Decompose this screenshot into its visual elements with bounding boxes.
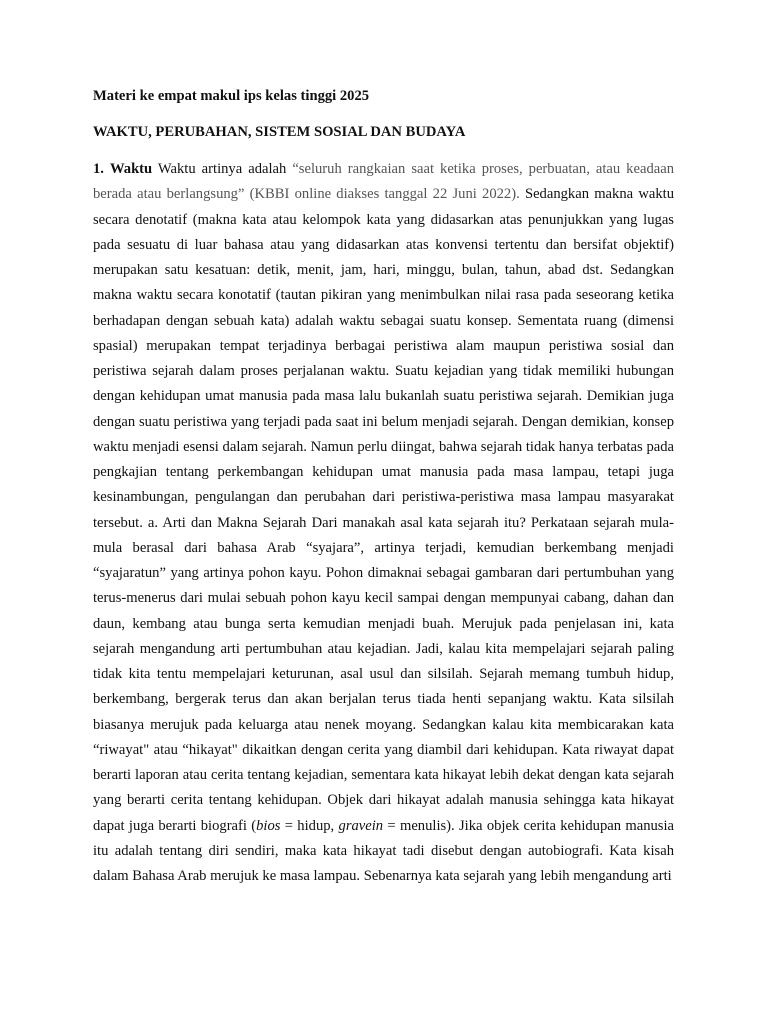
term-gravein: gravein [338, 817, 384, 834]
paragraph-body-eq: = hidup, [280, 817, 339, 834]
paragraph-body-end: = menulis). Jika objek cerita kehidupan manusia itu adalah tentang diri sendiri, maka kata hikayat tadi disebut dengan autobiografi. Kata kisah dalam Bahasa Arab merujuk ke masa lampau. Sebenarnya kata sejarah yang lebih mengandung arti [93, 817, 674, 884]
section-1-paragraph [93, 157, 674, 889]
section-number: 1. [93, 161, 104, 177]
paragraph-body: Sedangkan makna waktu secara denotatif (makna kata atau kelompok kata yang didasarkan atas penunjukkan yang lugas pada sesuatu di luar bahasa atau yang didasarkan atas konvensi tertentu dan bersifat objektif) merupakan satu kesatuan: detik, menit, jam, hari, minggu, bulan, tahun, abad dst. Sedangkan makna waktu secara konotatif (tautan pikiran yang menimbulkan nilai rasa pada seseorang ketika berhadapan dengan sebuah kata) adalah waktu sebagai suatu konsep. Sementata ruang (dimensi spasial) merupakan tempat terjadinya berbagai peristiwa alam maupun peristiwa sosial dan peristiwa sejarah dalam proses perjalanan waktu. Suatu kejadian yang tidak memiliki hubungan dengan kehidupan umat manusia pada masa lalu bukanlah suatu peristiwa sejarah. Demikian juga dengan suatu peristiwa yang terjadi pada saat ini belum menjadi sejarah. Dengan demikian, konsep waktu menjadi esensi dalam sejarah. Namun perlu diingat, bahwa sejarah tidak hanya terbatas pada pengkajian tentang perkembangan kehidupan umat manusia pada masa lampau, tetapi juga kesinambungan, pengulangan dan perubahan dari peristiwa-peristiwa masa lampau masyarakat tersebut. a. Arti dan Makna Sejarah Dari manakah asal kata sejarah itu? Perkataan sejarah mula-mula berasal dari bahasa Arab “syajara”, artinya terjadi, kemudian berkembang menjadi “syajaratun” yang artinya pohon kayu. Pohon dimaknai sebagai gambaran dari pertumbuhan yang terus-menerus dari mulai sebuah pohon kayu kecil sampai dengan mempunyai cabang, dahan dan daun, kembang atau bunga serta kemudian menjadi buah. Merujuk pada penjelasan ini, kata sejarah mengandung arti pertumbuhan atau kejadian. Jadi, kalau kita mempelajari sejarah paling tidak kita tentu mempelajari keturunan, asal usul dan silsilah. Sejarah memang tumbuh hidup, berkembang, bergerak terus dan akan berjalan terus tiada henti sepanjang waktu. Kata silsilah biasanya merujuk pada keluarga atau nenek moyang. Sedangkan kalau kita membicarakan kata “riwayat" atau “hikayat" dikaitkan dengan cerita yang diambil dari kehidupan. Kata riwayat dapat berarti laporan atau cerita tentang kejadian, sementara kata hikayat lebih dekat dengan kata sejarah yang berarti cerita tentang kehidupan. Objek dari hikayat adalah manusia sehingga kata hikayat dapat juga berarti biografi ( [93, 186, 674, 834]
section-term: Waktu [109, 161, 153, 177]
document-body [93, 86, 674, 889]
definition-intro: Waktu artinya adalah [152, 161, 293, 177]
term-bios: bios [256, 817, 281, 834]
section-heading: WAKTU, PERUBAHAN, SISTEM SOSIAL DAN BUDAYA [93, 124, 466, 140]
document-title: Materi ke empat makul ips kelas tinggi 2025 [93, 88, 370, 104]
kbbi-quote: “seluruh rangkaian saat ketika proses, perbuatan, atau keadaan berada atau berlangsung” (KBBI online diakses tanggal 22 Juni 2022). [93, 161, 674, 203]
